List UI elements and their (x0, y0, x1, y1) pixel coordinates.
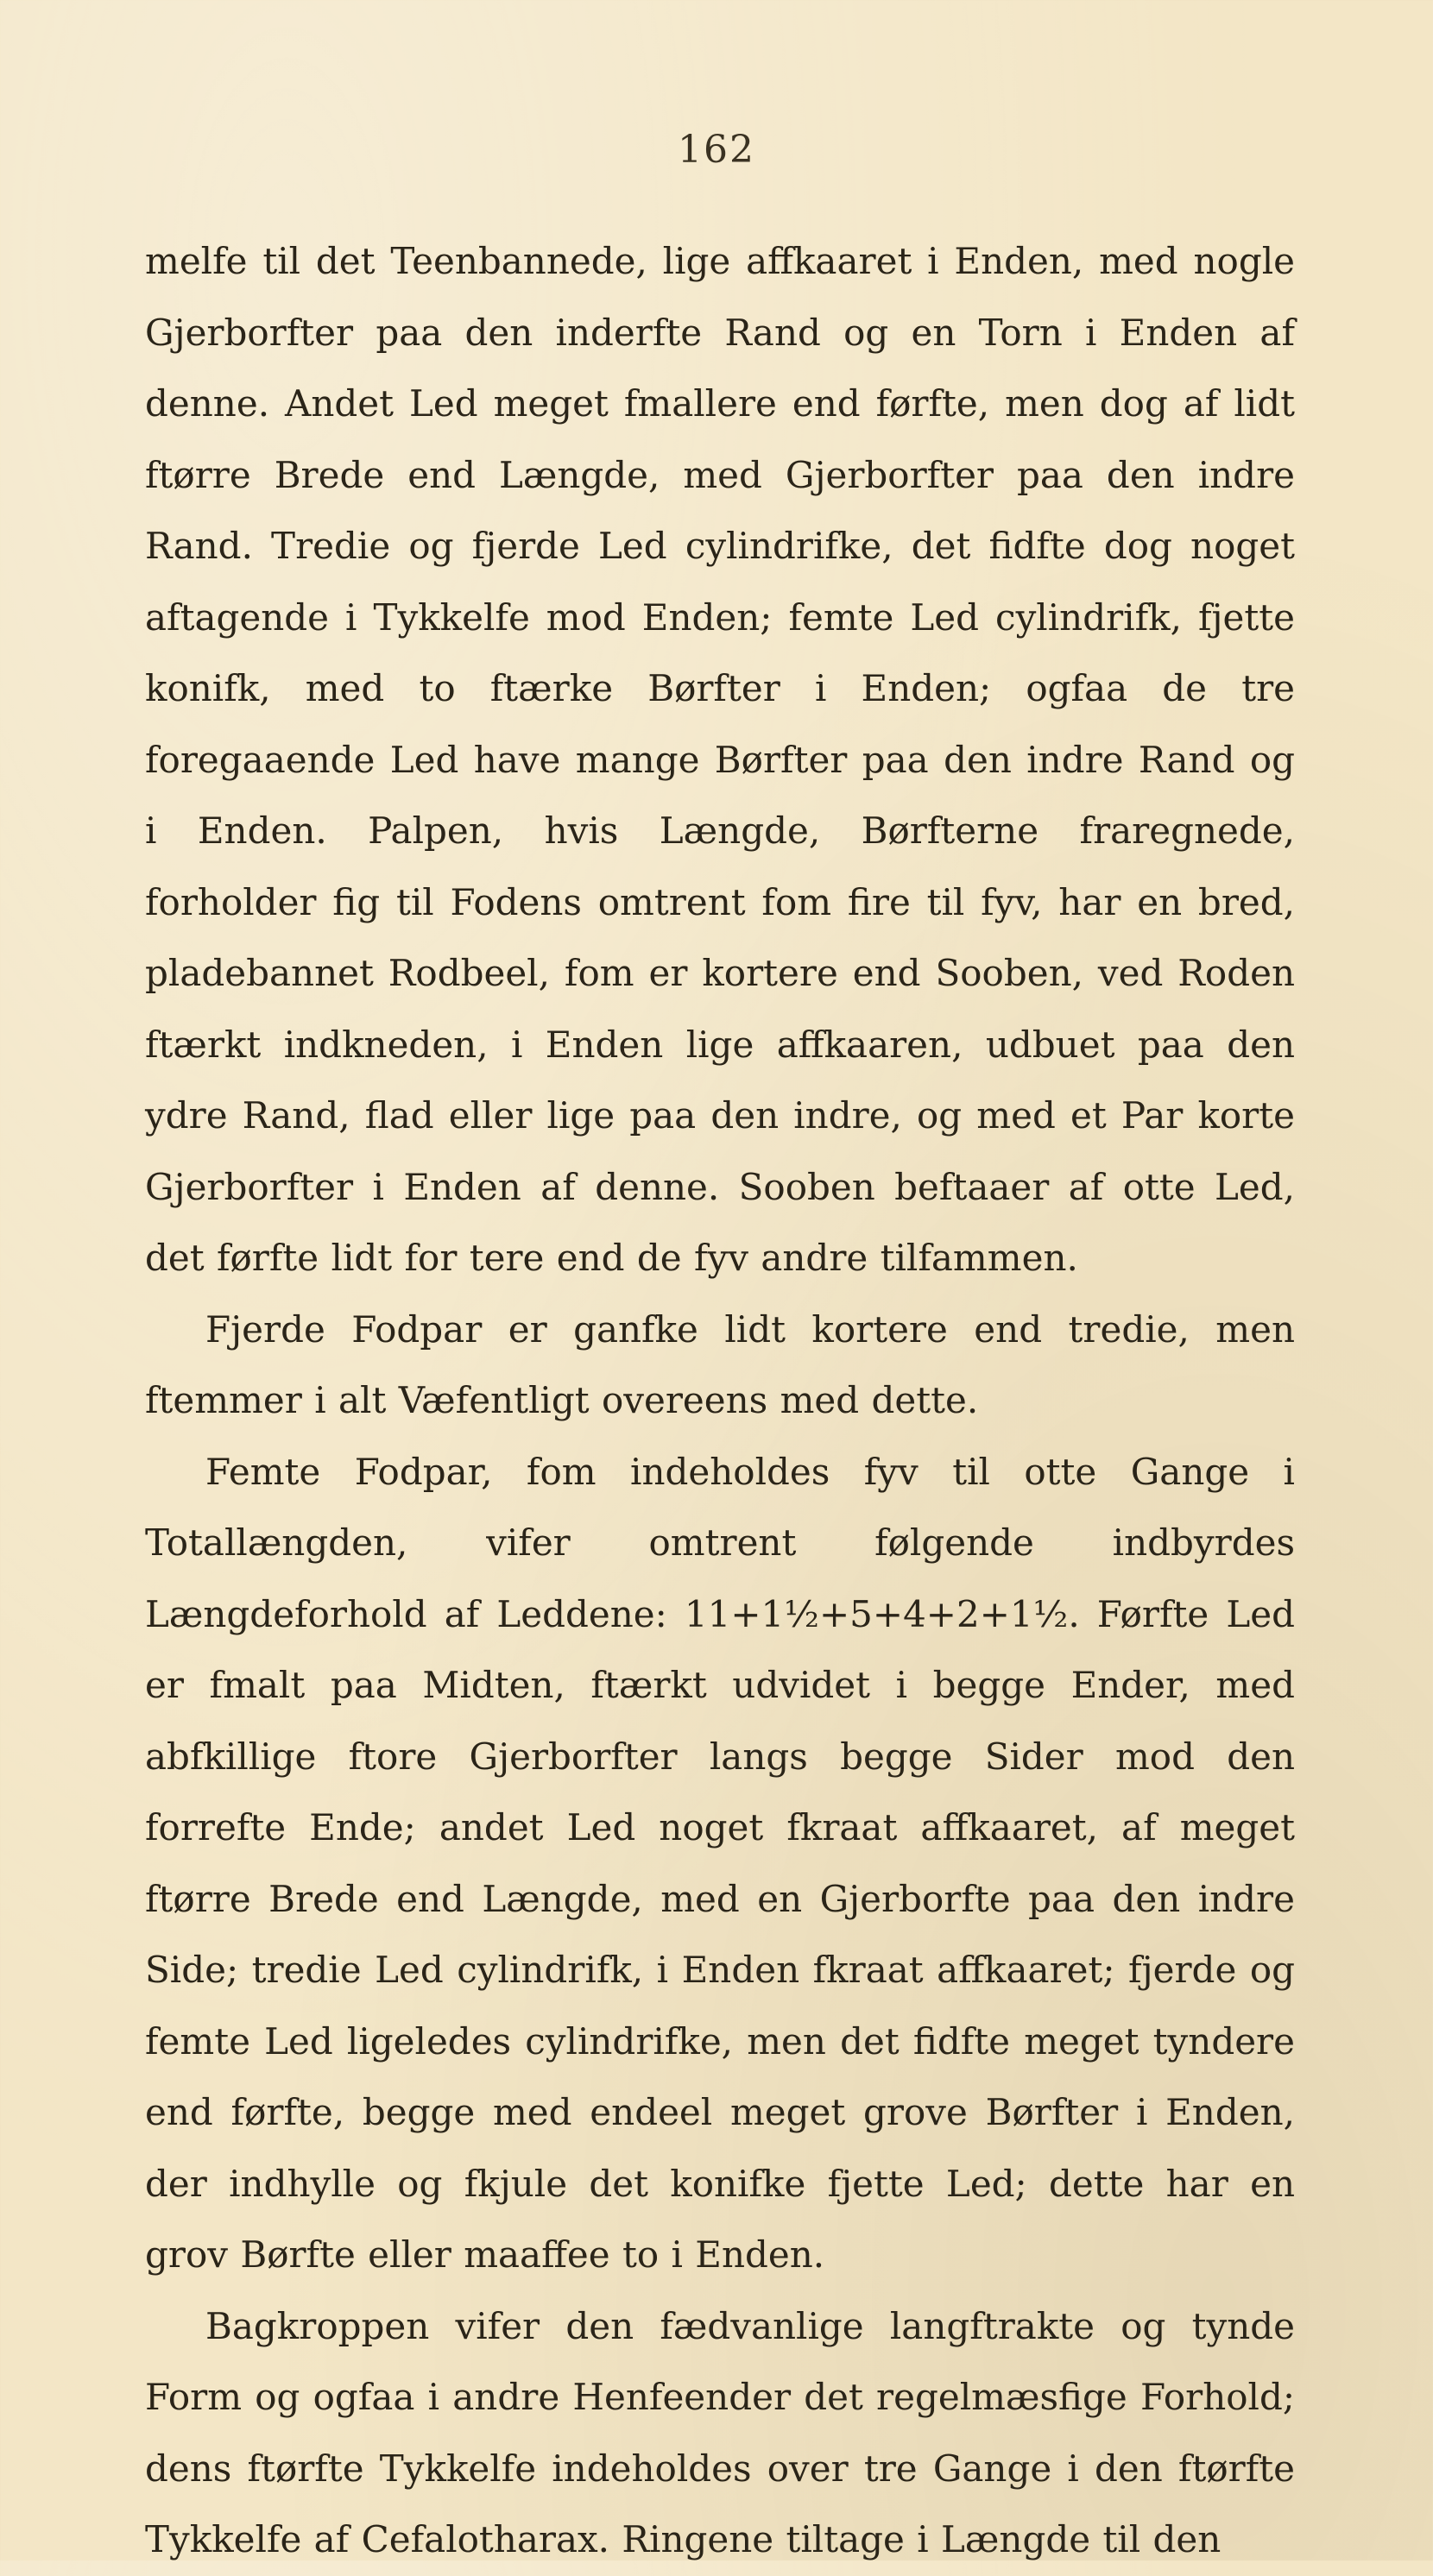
paragraph-4: Bagkroppen vifer den fædvanlige langftrakte og tynde Form og ogfaa i andre Henfeender det regelmæsfige Forhold; dens ftørfte Tykkelfe indeholdes over tre Gange i den ftørfte Tykkelfe af Cefalotharax. Ringene tiltage i Længde til den (145, 2304, 1295, 2560)
page-number: 162 (678, 128, 755, 172)
paragraph-2: Fjerde Fodpar er ganfke lidt kortere end tredie, men ftemmer i alt Væfentligt overeens med dette. (145, 1307, 1295, 1421)
body-text (145, 226, 1295, 2576)
paragraph-1: melfe til det Teenbannede, lige affkaaret i Enden, med nogle Gjerborfter paa den inderfte Rand og en Torn i Enden af denne. Andet Led meget fmallere end førfte, men dog af lidt ftørre Brede end Længde, med Gjerborfter paa den indre Rand. Tredie og fjerde Led cylindrifke, det fidfte dog noget aftagende i Tykkelfe mod Enden; femte Led cylindrifk, fjette konifk, med to ftærke Børfter i Enden; ogfaa de tre foregaaende Led have mange Børfter paa den indre Rand og i Enden. Palpen, hvis Længde, Børfterne fraregnede, forholder fig til Fodens omtrent fom fire til fyv, har en bred, pladebannet Rodbeel, fom er kortere end Sooben, ved Roden ftærkt indkneden, i Enden lige affkaaren, udbuet paa den ydre Rand, flad eller lige paa den indre, og med et Par korte Gjerborfter i Enden af denne. Sooben beftaaer af otte Led, det førfte lidt for tere end de fyv andre tilfammen. (145, 240, 1295, 1279)
paragraph-3: Femte Fodpar, fom indeholdes fyv til otte Gange i Totallængden, vifer omtrent følgende indbyrdes Længdeforhold af Leddene: 11+1½+5+4+2+1½. Førfte Led er fmalt paa Midten, ftærkt udvidet i begge Ender, med abfkillige ftore Gjerborfter langs begge Sider mod den forrefte Ende; andet Led noget fkraat affkaaret, af meget ftørre Brede end Længde, med en Gjerborfte paa den indre Side; tredie Led cylindrifk, i Enden fkraat affkaaret; fjerde og femte Led ligeledes cylindrifke, men det fidfte meget tyndere end førfte, begge med endeel meget grove Børfter i Enden, der indhylle og fkjule det konifke fjette Led; dette har en grov Børfte eller maaffee to i Enden. (145, 1450, 1295, 2276)
